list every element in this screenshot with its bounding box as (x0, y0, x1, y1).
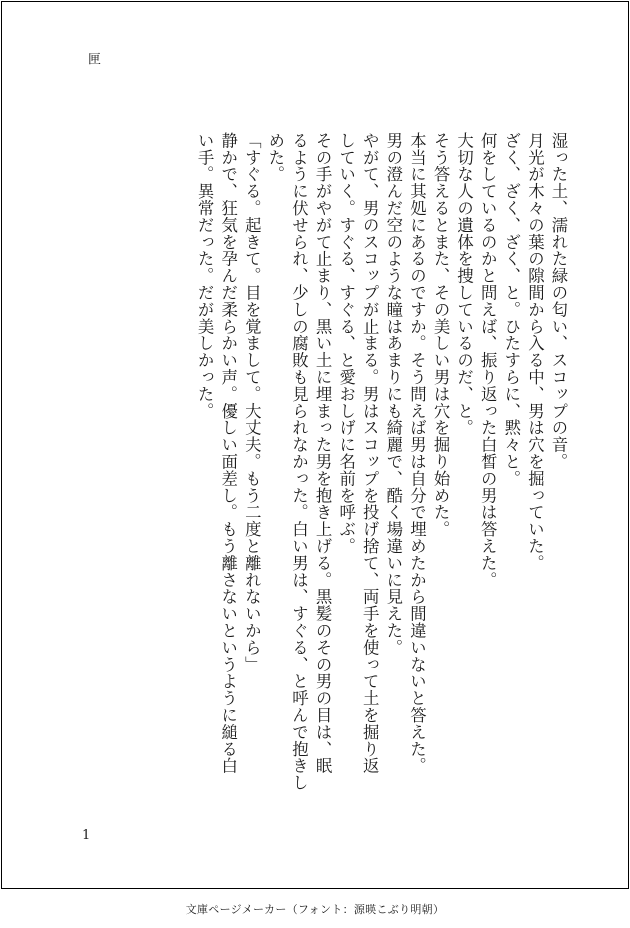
text-line: その手がやがて止まり、黒い土に埋まった男を抱き上げる。黒髪のその男の目は、眠 (313, 132, 333, 775)
story-text (193, 132, 571, 792)
text-line: していく。すぐる、すぐる、と愛おしげに名前を呼ぶ。 (336, 132, 356, 555)
text-line: 静かで、狂気を孕んだ柔らかい声。優しい面差し。もう離さないというように縋る白 (218, 132, 238, 775)
text-line: 大切な人の遺体を捜しているのだ、と。 (454, 132, 474, 437)
text-line: やがて、男のスコップが止まる。男はスコップを投げ捨て、両手を使って土を掘り返 (360, 132, 380, 775)
text-line: い手。異常だった。だが美しかった。 (195, 132, 215, 420)
page-frame (1, 1, 629, 889)
text-line: めた。 (265, 132, 285, 183)
text-line: るように伏せられ、少しの腐敗も見られなかった。白い男は、すぐる、と呼んで抱きし (289, 132, 309, 792)
text-line: そう答えるとまた、その美しい男は穴を掘り始めた。 (431, 132, 451, 538)
text-line: 何をしているのかと問えば、振り返った白皙の男は答えた。 (478, 132, 498, 589)
page-number: 1 (82, 828, 91, 843)
text-line: 本当に其処にあるのですか。そう問えば男は自分で埋めたから間違いないと答えた。 (407, 132, 427, 775)
header-mark: 匣 (85, 52, 100, 65)
text-line: 湿った土、濡れた緑の匂い、スコップの音。 (549, 132, 568, 470)
text-line: 「すぐる。起きて。目を覚まして。大丈夫。もう二度と離れないから」 (242, 132, 262, 673)
text-line: ざく、ざく、ざく、と。ひたすらに、黙々と。 (501, 132, 521, 487)
text-line: 月光が木々の葉の隙間から入る中、男は穴を掘っていた。 (525, 132, 545, 572)
text-line: 男の澄んだ空のような瞳はあまりにも綺麗で、酷く場違いに見えた。 (383, 132, 403, 656)
footer-credit: 文庫ページメーカー（フォント：源暎こぶり明朝） (185, 903, 445, 916)
